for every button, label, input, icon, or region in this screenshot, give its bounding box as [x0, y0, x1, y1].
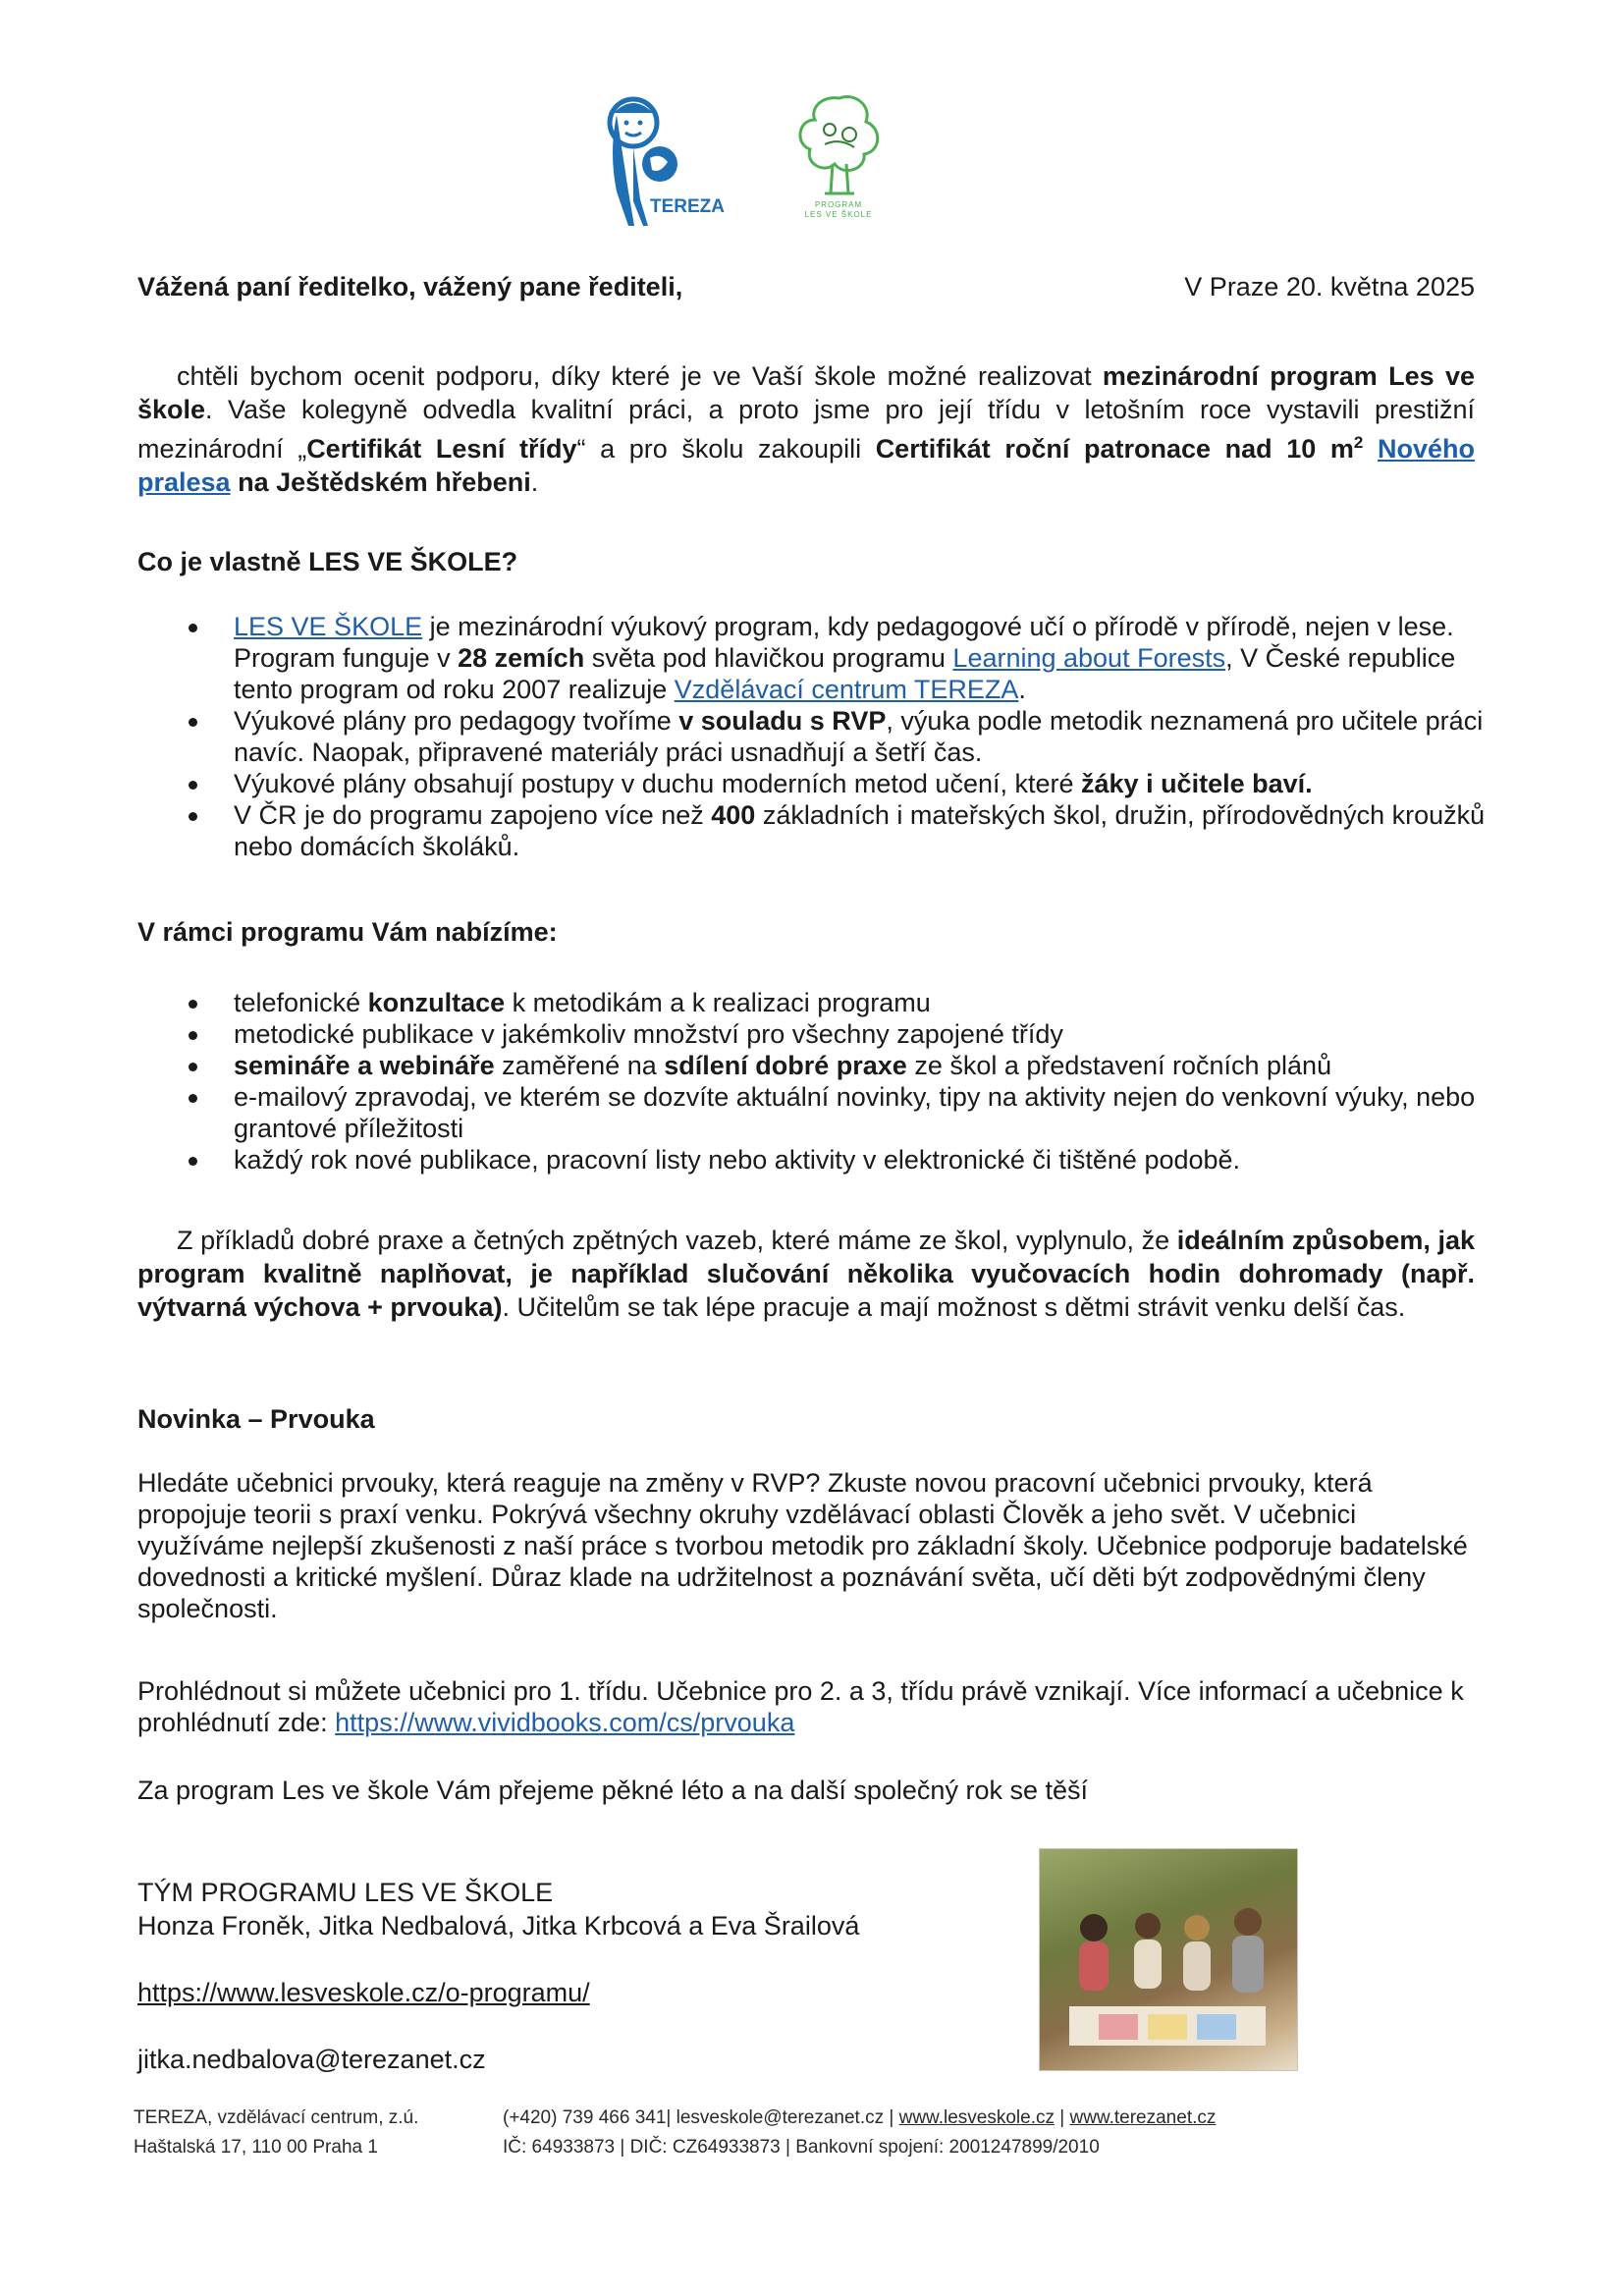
section-heading-what-is: Co je vlastně LES VE ŠKOLE? — [137, 547, 518, 576]
tereza-logo — [589, 93, 746, 231]
bullet-icon — [189, 1000, 197, 1009]
date-place: V Praze 20. května 2025 — [1184, 272, 1475, 301]
bullet-icon — [189, 812, 197, 821]
program-les-ve-skole-logo — [785, 90, 893, 228]
program-logo-line2: LES VE ŠKOLE — [804, 210, 873, 219]
footer-org-block — [134, 2104, 418, 2162]
lesveskole-web-link[interactable]: www.lesveskole.cz — [898, 2107, 1055, 2128]
list-item: semináře a webináře zaměřené na sdílení dobré praxe ze škol a představení ročních plánů — [137, 1050, 1492, 1081]
list-item: V ČR je do programu zapojeno více než 400 základních i mateřských škol, družin, přírodovědných kroužků nebo domácích školáků. — [137, 799, 1492, 862]
novinka-heading: Novinka – Prvouka — [137, 1404, 375, 1434]
program-url-link[interactable]: https://www.lesveskole.cz/o-programu/ — [137, 1978, 590, 2007]
novinka-paragraph: Hledáte učebnici prvouky, která reaguje na změny v RVP? Zkuste novou pracovní učebnici prvouky, která propojuje teorii s praxí venku. Pokrývá všechny okruhy vzdělávací oblasti Člověk a jeho svět. V učebnici využíváme nejlepší zkušenosti z naší práce s tvorbou metodik pro základní školy. Učebnice podporuje badatelské dovednosti a kritické myšlení. Důraz klade na udržitelnost a poznávání světa, učí děti být zodpovědnými členy společnosti. — [137, 1468, 1468, 1623]
footer-ids-line: IČ: 64933873 | DIČ: CZ64933873 | Bankovní spojení: 2001247899/2010 — [503, 2137, 1100, 2158]
bullet-icon — [189, 624, 197, 632]
bullet-icon — [189, 1094, 197, 1103]
contact-email: jitka.nedbalova@terezanet.cz — [137, 2045, 486, 2074]
learning-about-forests-link[interactable]: Learning about Forests — [952, 643, 1226, 673]
team-members: Honza Froněk, Jitka Nedbalová, Jitka Krbcová a Eva Šrailová — [137, 1911, 860, 1941]
bullet-icon — [189, 1063, 197, 1071]
footer-contact-block — [503, 2104, 1216, 2162]
team-name: TÝM PROGRAMU LES VE ŠKOLE — [137, 1878, 554, 1907]
section-heading-offer: V rámci programu Vám nabízíme: — [137, 917, 558, 947]
closing-line: Za program Les ve škole Vám přejeme pěkné léto a na další společný rok se těší — [137, 1776, 1088, 1805]
footer-contact-line: (+420) 739 466 341| lesveskole@terezanet.cz | www.lesveskole.cz | www.terezanet.cz — [503, 2107, 1217, 2128]
terezanet-web-link[interactable]: www.terezanet.cz — [1069, 2107, 1217, 2128]
les-ve-skole-link[interactable]: LES VE ŠKOLE — [234, 612, 423, 641]
list-item: Výukové plány obsahují postupy v duchu moderních metod učení, které žáky i učitele baví. — [137, 768, 1492, 799]
list-item: každý rok nové publikace, pracovní listy nebo aktivity v elektronické či tištěné podobě. — [137, 1144, 1492, 1175]
tree-icon — [785, 90, 893, 198]
intro-paragraph: chtěli bychom ocenit podporu, díky které je ve Vaší škole možné realizovat mezinárodní program Les ve škole. Vaše kolegyně odvedla kvalitní práci, a proto jsme pro její třídu v letošním roce vystavili prestižní mezinárodní „Certifikát Lesní třídy“ a pro školu zakoupili Certifikát roční patronace nad 10 $m^2$ Nového pralesa na Ještědském hřebeni. — [137, 361, 1475, 497]
tereza-centrum-link[interactable]: Vzdělávací centrum TEREZA — [674, 675, 1019, 704]
program-logo-line1: PROGRAM — [814, 200, 863, 209]
salutation: Vážená paní ředitelko, vážený pane řediteli, — [137, 272, 683, 301]
team-photo — [1039, 1848, 1298, 2071]
bullet-icon — [189, 718, 197, 727]
list-item: LES VE ŠKOLE je mezinárodní výukový program, kdy pedagogové učí o přírodě v přírodě, nejen v lese. Program funguje v 28 zemích světa pod hlavičkou programu Learning about Forests, V České republice tento program od roku 2007 realizuje Vzdělávací centrum TEREZA. — [137, 611, 1492, 705]
practice-paragraph: Z příkladů dobré praxe a četných zpětných vazeb, které máme ze škol, vyplynulo, že ideálním způsobem, jak program kvalitně naplňovat, je například slučování několika vyučovacích hodin dohromady (např. výtvarná výchova + prvouka). Učitelům se tak lépe pracuje a mají možnost s dětmi strávit venku delší čas. — [137, 1226, 1476, 1322]
footer-address: Haštalská 17, 110 00 Praha 1 — [134, 2137, 378, 2158]
bullet-icon — [189, 1031, 197, 1040]
list-item: metodické publikace v jakémkoliv množství pro všechny zapojené třídy — [137, 1018, 1492, 1050]
offer-list — [137, 987, 1492, 1175]
novinka-paragraph-2: Prohlédnout si můžete učebnici pro 1. třídu. Učebnice pro 2. a 3, třídu právě vznikají. Více informací a učebnice k prohlédnutí zde: https://www.vividbooks.com/cs/prvouka — [137, 1676, 1464, 1737]
list-item: telefonické konzultace k metodikám a k realizaci programu — [137, 987, 1492, 1018]
about-program-list — [137, 611, 1492, 862]
bullet-icon — [189, 1157, 197, 1166]
vividbooks-link[interactable]: https://www.vividbooks.com/cs/prvouka — [335, 1708, 795, 1737]
tereza-logo-label: TEREZA — [650, 196, 725, 217]
list-item: e-mailový zpravodaj, ve kterém se dozvíte aktuální novinky, tipy na aktivity nejen do venkovní výuky, nebo grantové příležitosti — [137, 1081, 1492, 1144]
list-item: Výukové plány pro pedagogy tvoříme v souladu s RVP, výuka podle metodik neznamená pro učitele práci navíc. Naopak, připravené materiály práci usnadňují a šetří čas. — [137, 705, 1492, 768]
footer-org: TEREZA, vzdělávací centrum, z.ú. — [134, 2107, 419, 2128]
bullet-icon — [189, 781, 197, 790]
novy-prales-link[interactable]: Nového pralesa — [137, 434, 1475, 497]
